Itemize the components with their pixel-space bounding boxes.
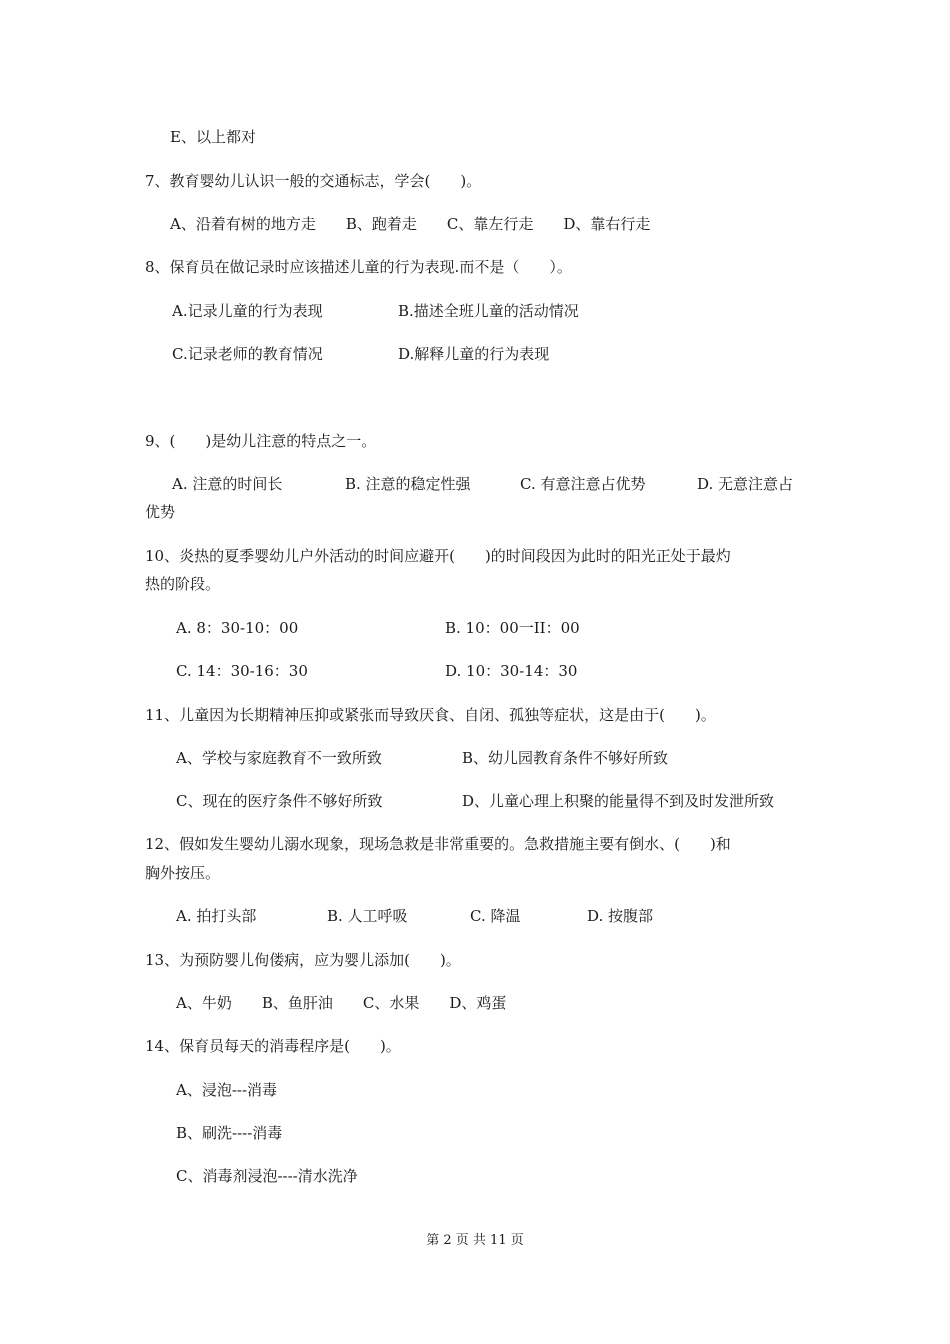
question-7-stem: 7、教育婴幼儿认识一般的交通标志，学会( )。 <box>145 172 482 190</box>
question-14-stem: 14、保育员每天的消毒程序是( )。 <box>145 1037 401 1055</box>
question-9-option-a: A. 注意的时间长 <box>172 475 283 493</box>
question-10-stem: 10、炎热的夏季婴幼儿户外活动的时间应避开( )的时间段因为此时的阳光正处于最灼 <box>145 547 731 565</box>
question-11-option-d: D、儿童心理上积聚的能量得不到及时发泄所致 <box>462 792 775 810</box>
page-footer: 第 2 页 共 11 页 <box>426 1233 524 1248</box>
question-9-option-d-wrap: 优势 <box>145 503 176 521</box>
question-13-stem: 13、为预防婴儿佝偻病，应为婴儿添加( )。 <box>145 951 461 969</box>
question-12-option-d: D. 按腹部 <box>587 907 654 925</box>
question-12-option-b: B. 人工呼吸 <box>327 907 408 925</box>
question-14-option-a: A、浸泡---消毒 <box>176 1081 278 1099</box>
question-10-option-b: B. 10：00一II：00 <box>445 619 580 637</box>
question-7-options: A、沿着有树的地方走 B、跑着走 C、靠左行走 D、靠右行走 <box>170 215 651 233</box>
question-11-option-a: A、学校与家庭教育不一致所致 <box>176 749 382 767</box>
question-8-stem: 8、保育员在做记录时应该描述儿童的行为表现.而不是（ ）。 <box>145 258 572 276</box>
question-12-option-c: C. 降温 <box>470 907 521 925</box>
question-8-option-d: D.解释儿童的行为表现 <box>398 345 550 363</box>
question-11-option-c: C、现在的医疗条件不够好所致 <box>176 792 383 810</box>
question-10-option-d: D. 10：30-14：30 <box>445 662 578 680</box>
question-8-option-c: C.记录老师的教育情况 <box>172 345 323 363</box>
question-9-stem: 9、( )是幼儿注意的特点之一。 <box>145 432 377 450</box>
question-9-option-c: C. 有意注意占优势 <box>520 475 646 493</box>
question-8-option-a: A.记录儿童的行为表现 <box>172 302 323 320</box>
question-13-options: A、牛奶 B、鱼肝油 C、水果 D、鸡蛋 <box>176 994 507 1012</box>
question-11-option-b: B、幼儿园教育条件不够好所致 <box>462 749 669 767</box>
option-e-prev-question: E、以上都对 <box>170 128 256 146</box>
question-8-option-b: B.描述全班儿童的活动情况 <box>398 302 579 320</box>
question-10-stem-wrap: 热的阶段。 <box>145 575 221 593</box>
question-9-option-b: B. 注意的稳定性强 <box>345 475 471 493</box>
question-12-stem: 12、假如发生婴幼儿溺水现象，现场急救是非常重要的。急救措施主要有倒水、( )和 <box>145 835 731 853</box>
question-10-option-c: C. 14：30-16：30 <box>176 662 308 680</box>
question-12-option-a: A. 拍打头部 <box>176 907 257 925</box>
question-11-stem: 11、儿童因为长期精神压抑或紧张而导致厌食、自闭、孤独等症状，这是由于( )。 <box>145 706 716 724</box>
question-14-option-c: C、消毒剂浸泡----清水洗净 <box>176 1167 358 1185</box>
question-14-option-b: B、刷洗----消毒 <box>176 1124 283 1142</box>
question-10-option-a: A. 8：30-10：00 <box>176 619 299 637</box>
question-12-stem-wrap: 胸外按压。 <box>145 864 221 882</box>
question-9-option-d: D. 无意注意占 <box>697 475 794 493</box>
